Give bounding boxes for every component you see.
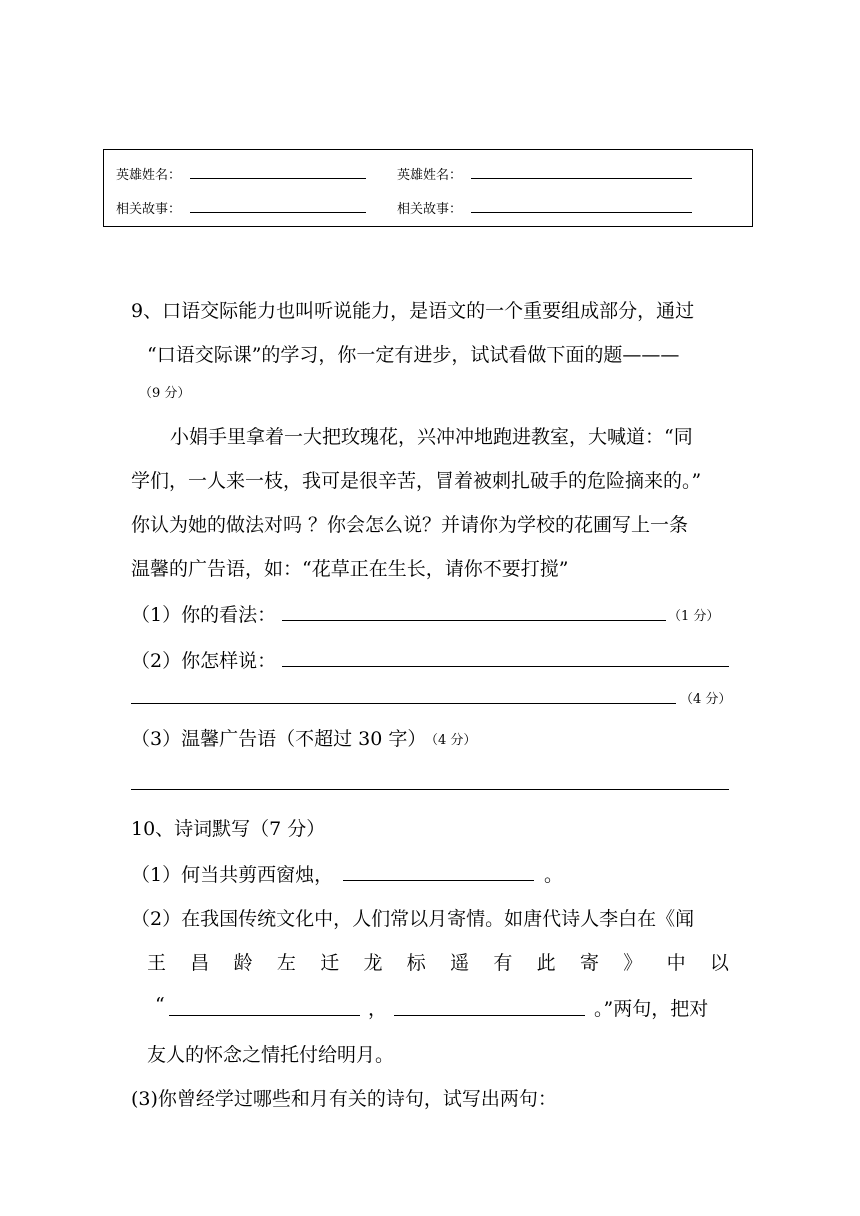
hero-story-label-2: 相关故事：: [397, 202, 463, 217]
q9-score: （9 分）: [139, 386, 191, 401]
q10-char: 左: [276, 952, 296, 974]
q10-char: 此: [536, 952, 556, 974]
q9-paragraph-line-4: 温馨的广告语，如：“花草正在生长，请你不要打搅”: [131, 558, 569, 580]
q10-char: 以: [709, 952, 729, 974]
q10-char: 龄: [233, 952, 253, 974]
q9-line-2: “口语交际课”的学习，你一定有进步，试试看做下面的题———: [147, 344, 680, 366]
q9-sub2-answer-line-2[interactable]: [131, 703, 676, 704]
q10-sub2-line-1: （2）在我国传统文化中，人们常以月寄情。如唐代诗人李白在《闻: [131, 908, 695, 930]
hero-name-label-1: 英雄姓名：: [116, 168, 182, 183]
q9-sub1-score: （1 分）: [668, 609, 720, 624]
q10-char: 龙: [363, 952, 383, 974]
hero-story-blank-1[interactable]: [190, 212, 366, 213]
q10-char: 王: [147, 952, 167, 974]
q10-char: 中: [666, 952, 686, 974]
q10-sub2-comma: ，: [368, 998, 388, 1020]
q10-sub2-open-quote: “: [155, 994, 165, 1016]
q10-char: 迁: [320, 952, 340, 974]
q10-char: 遥: [450, 952, 470, 974]
q9-paragraph-line-1: 小娟手里拿着一大把玫瑰花，兴冲冲地跑进教室，大喊道：“同: [170, 426, 693, 448]
q9-sub1-answer-line[interactable]: [282, 620, 666, 621]
q10-title: 10、诗词默写（7 分）: [131, 818, 326, 840]
hero-story-blank-2[interactable]: [471, 212, 692, 213]
hero-name-blank-2[interactable]: [471, 178, 692, 179]
hero-story-label-1: 相关故事：: [116, 202, 182, 217]
q10-sub2-answer-line-1[interactable]: [169, 1015, 360, 1016]
q9-paragraph-line-3: 你认为她的做法对吗 ？你会怎么说？并请你为学校的花圃写上一条: [131, 514, 689, 536]
q9-sub3-label: （3）温馨广告语（不超过 30 字）: [131, 728, 427, 750]
q10-sub3-line: (3)你曾经学过哪些和月有关的诗句，试写出两句：: [131, 1088, 557, 1110]
hero-name-label-2: 英雄姓名：: [397, 168, 463, 183]
q9-sub1-label: （1）你的看法：: [131, 604, 277, 626]
q10-sub1-label: （1）何当共剪西窗烛，: [131, 864, 334, 886]
q10-sub2-line-4: 友人的怀念之情托付给明月。: [147, 1044, 395, 1066]
q10-char: 》: [623, 952, 643, 974]
q10-sub1-answer-line[interactable]: [343, 880, 534, 881]
hero-name-blank-1[interactable]: [190, 178, 366, 179]
q10-char: 标: [406, 952, 426, 974]
q10-sub2-line-2: [147, 948, 729, 975]
q10-sub1-end: 。: [544, 864, 564, 886]
q10-sub2-answer-line-2[interactable]: [394, 1015, 585, 1016]
q9-sub3-score: （4 分）: [425, 733, 477, 748]
q9-paragraph-line-2: 学们，一人来一枝，我可是很辛苦，冒着被刺扎破手的危险摘来的。”: [131, 470, 702, 492]
q9-line-1: 9、口语交际能力也叫听说能力，是语文的一个重要组成部分，通过: [131, 300, 695, 322]
q9-sub2-answer-line-1[interactable]: [282, 666, 729, 667]
q10-char: 昌: [190, 952, 210, 974]
q10-sub2-close: 。”两句，把对: [594, 998, 709, 1020]
q9-sub2-score: （4 分）: [680, 692, 732, 707]
q10-char: 有: [493, 952, 513, 974]
q9-sub3-answer-line[interactable]: [131, 789, 729, 790]
q10-char: 寄: [579, 952, 599, 974]
q9-sub2-label: （2）你怎样说：: [131, 650, 277, 672]
